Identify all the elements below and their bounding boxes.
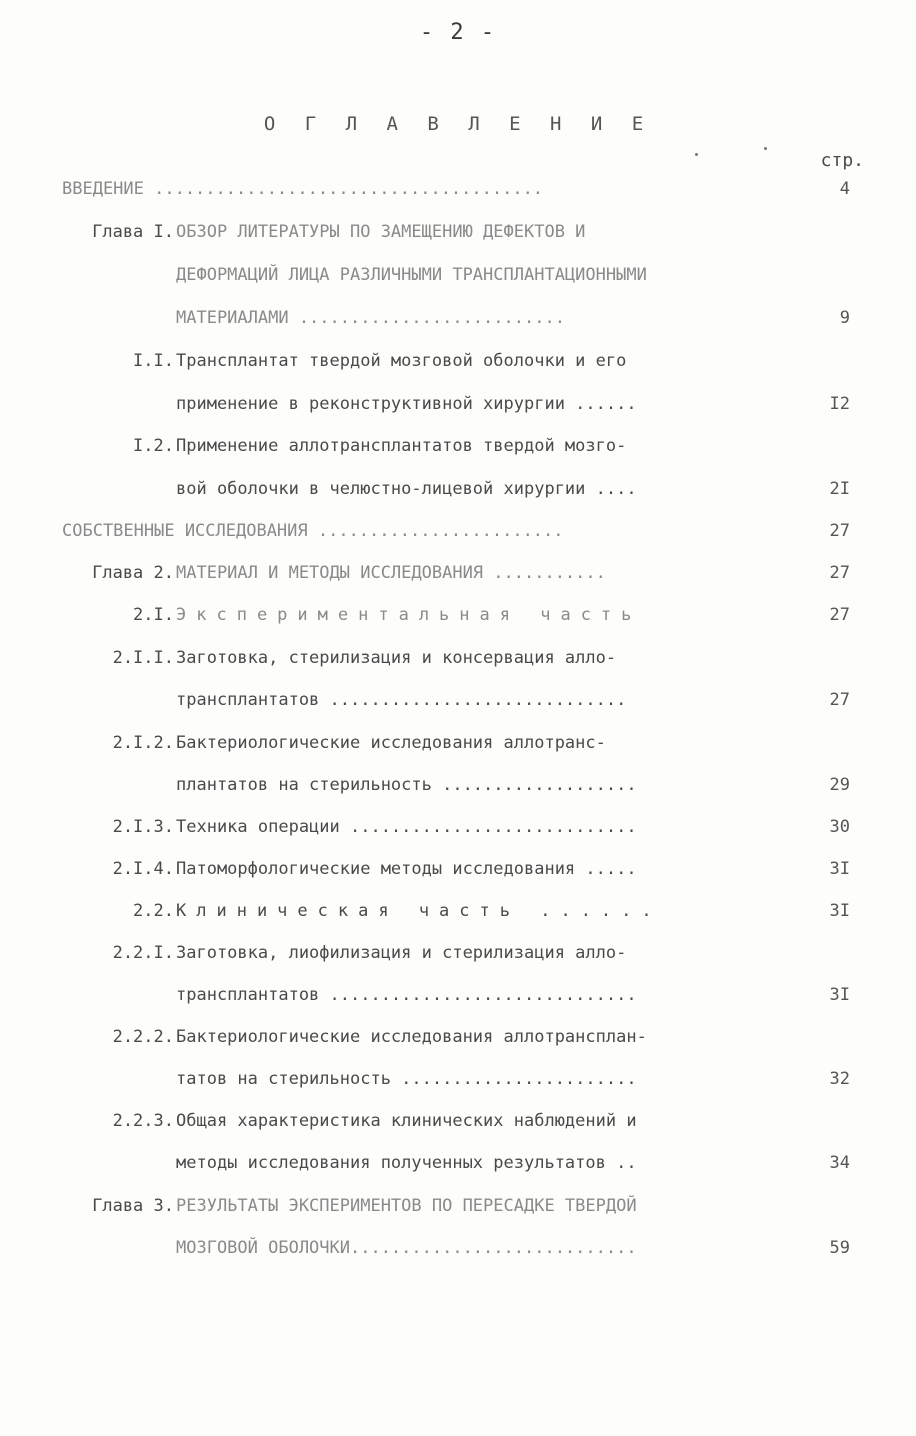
toc-entry-page: 3I	[829, 985, 850, 1005]
toc-entry-number: Глава 3.	[92, 1196, 174, 1216]
toc-entry	[0, 558, 916, 588]
toc-entry-text: трансплантатов .............................	[176, 690, 627, 710]
toc-entry-text: МАТЕРИАЛ И МЕТОДЫ ИССЛЕДОВАНИЯ ...........	[176, 563, 606, 583]
scan-speck	[764, 147, 767, 150]
toc-entry-text: плантатов на стерильность ...................	[176, 775, 637, 795]
toc-entry	[0, 431, 916, 461]
toc-entry-text: ВВЕДЕНИЕ ......................................	[62, 179, 544, 199]
toc-entry-page: 4	[839, 179, 850, 199]
toc-entry	[0, 303, 916, 333]
toc-entry-text: Патоморфологические методы исследования .....	[176, 859, 637, 879]
toc-entry-number: 2.I.4.	[112, 859, 174, 879]
toc-entry-text: Заготовка, стерилизация и консервация алло-	[176, 648, 617, 668]
toc-entry-text: трансплантатов ..............................	[176, 985, 637, 1005]
toc-entry-page: 9	[839, 308, 850, 328]
toc-entry-text: ОБЗОР ЛИТЕРАТУРЫ ПО ЗАМЕЩЕНИЮ ДЕФЕКТОВ И	[176, 222, 586, 242]
toc-entry-text: Применение аллотрансплантатов твердой мозго-	[176, 436, 627, 456]
toc-entry	[0, 389, 916, 419]
toc-entry-text: СОБСТВЕННЫЕ ИССЛЕДОВАНИЯ ........................	[62, 521, 564, 541]
page-column-header: стр.	[820, 150, 864, 171]
toc-entry-number: Глава I.	[92, 222, 174, 242]
toc-entry	[0, 174, 916, 204]
toc-entry-page: 32	[829, 1069, 850, 1089]
toc-entry-text: методы исследования полученных результатов ..	[176, 1153, 637, 1173]
toc-entry-text: Общая характеристика клинических наблюдений и	[176, 1111, 637, 1131]
page-number: - 2 -	[419, 20, 497, 45]
toc-entry	[0, 600, 916, 630]
toc-entry	[0, 474, 916, 504]
toc-entry-number: I.2.	[133, 436, 174, 456]
toc-entry-text: Бактериологические исследования аллотрансплан-	[176, 1027, 647, 1047]
toc-entry-page: 34	[829, 1153, 850, 1173]
toc-entry-page: I2	[829, 394, 850, 414]
toc-entry-page: 27	[829, 521, 850, 541]
toc-entry-text: МОЗГОВОЙ ОБОЛОЧКИ............................	[176, 1238, 637, 1258]
scan-speck	[695, 153, 698, 156]
toc-entry	[0, 516, 916, 546]
toc-entry-page: 3I	[829, 859, 850, 879]
toc-entry	[0, 896, 916, 926]
toc-entry-number: 2.2.I.	[112, 943, 174, 963]
toc-entry-number: 2.I.	[133, 605, 174, 625]
toc-entry	[0, 938, 916, 968]
toc-entry-number: 2.I.2.	[112, 733, 174, 753]
toc-entry-text: Техника операции ............................	[176, 817, 637, 837]
toc-entry	[0, 770, 916, 800]
toc-entry	[0, 1022, 916, 1052]
toc-entry	[0, 812, 916, 842]
toc-entry-number: 2.2.2.	[112, 1027, 174, 1047]
toc-entry-page: 59	[829, 1238, 850, 1258]
toc-entry-page: 27	[829, 690, 850, 710]
toc-entry-page: 2I	[829, 479, 850, 499]
toc-entry	[0, 685, 916, 715]
toc-entry-text: РЕЗУЛЬТАТЫ ЭКСПЕРИМЕНТОВ ПО ПЕРЕСАДКЕ ТВЕРДОЙ	[176, 1196, 637, 1216]
toc-entry-page: 3I	[829, 901, 850, 921]
toc-entry-page: 30	[829, 817, 850, 837]
toc-entry	[0, 980, 916, 1010]
toc-entry-text: применение в реконструктивной хирургии ......	[176, 394, 637, 414]
toc-entry	[0, 1191, 916, 1221]
toc-entry-text: МАТЕРИАЛАМИ ..........................	[176, 308, 565, 328]
toc-entry-text: Клиническая часть ......	[176, 901, 662, 921]
toc-entry-number: 2.2.	[133, 901, 174, 921]
toc-entry	[0, 1064, 916, 1094]
toc-entry-text: татов на стерильность .......................	[176, 1069, 637, 1089]
toc-entry-text: Бактериологические исследования аллотранс-	[176, 733, 606, 753]
toc-entry-page: 29	[829, 775, 850, 795]
toc-entry-number: 2.I.I.	[112, 648, 174, 668]
toc-entry	[0, 728, 916, 758]
toc-entry	[0, 1148, 916, 1178]
toc-entry-number: I.I.	[133, 351, 174, 371]
toc-entry-text: Трансплантат твердой мозговой оболочки и его	[176, 351, 627, 371]
toc-title: О Г Л А В Л Е Н И Е	[263, 113, 653, 135]
toc-entry-page: 27	[829, 563, 850, 583]
toc-entry-page: 27	[829, 605, 850, 625]
toc-entry	[0, 643, 916, 673]
toc-entry-text: Экспериментальная часть	[176, 605, 642, 625]
toc-entry-number: Глава 2.	[92, 563, 174, 583]
toc-entry	[0, 1106, 916, 1136]
toc-entry	[0, 260, 916, 290]
toc-entry-text: Заготовка, лиофилизация и стерилизация алло-	[176, 943, 627, 963]
toc-entry-text: вой оболочки в челюстно-лицевой хирургии ....	[176, 479, 637, 499]
toc-entry-number: 2.2.3.	[112, 1111, 174, 1131]
toc-entry-number: 2.I.3.	[112, 817, 174, 837]
toc-entry	[0, 346, 916, 376]
toc-entry	[0, 854, 916, 884]
toc-entry-text: ДЕФОРМАЦИЙ ЛИЦА РАЗЛИЧНЫМИ ТРАНСПЛАНТАЦИОННЫМИ	[176, 265, 647, 285]
toc-entry	[0, 1233, 916, 1263]
toc-entry	[0, 217, 916, 247]
